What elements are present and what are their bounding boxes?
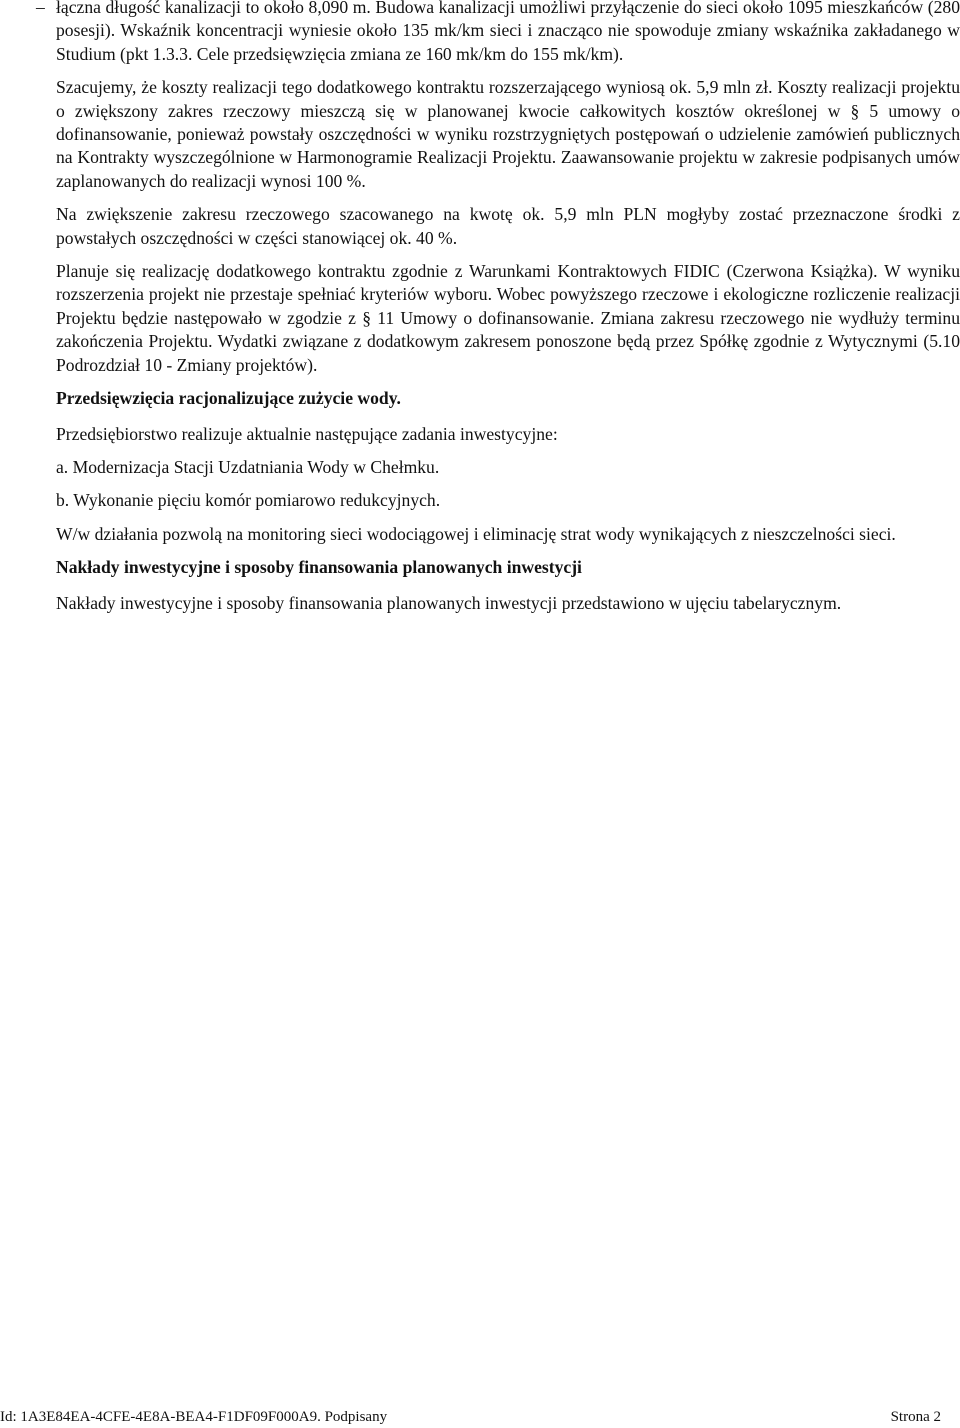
paragraph-zwiekszenie: Na zwiększenie zakresu rzeczowego szacowanego na kwotę ok. 5,9 mln PLN mogłyby zostać przeznaczone środki z powstałych oszczędności w części stanowiącej ok. 40 %. (56, 204, 960, 248)
page-footer (0, 1406, 960, 1428)
list-item-a: a. Modernizacja Stacji Uzdatniania Wody w Chełmku. (56, 456, 440, 477)
footer-id: Id: 1A3E84EA-4CFE-4E8A-BEA4-F1DF09F000A9. Podpisany (0, 1409, 388, 1425)
paragraph-fidic: Planuje się realizację dodatkowego kontraktu zgodnie z Warunkami Kontraktowych FIDIC (Czerwona Książka). W wyniku rozszerzenia projekt nie przestaje spełniać kryteriów wyboru. Wobec powyższego rzeczowe i ekologiczne rozliczenie realizacji Projektu będzie następowało w zgodzie z § 11 Umowy o dofinansowanie. Zmiana zakresu rzeczowego nie wydłuży terminu zakończenia Projektu. Wydatki związane z dodatkowym zakresem ponoszone będą przez Spółkę zgodnie z Wytycznymi (5.10 Podrozdział 10 - Zmiany projektów). (56, 261, 960, 375)
paragraph-zadania: Przedsiębiorstwo realizuje aktualnie następujące zadania inwestycyjne: (56, 423, 558, 444)
heading-naklady: Nakłady inwestycyjne i sposoby finansowania planowanych inwestycji (56, 557, 582, 578)
paragraph-kanalizacja (36, 0, 960, 66)
document-page (36, 0, 960, 625)
footer-page-number: Strona 2 (890, 1409, 941, 1425)
paragraph-kanalizacja-text: łączna długość kanalizacji to około 8,090 m. Budowa kanalizacji umożliwi przyłączenie do sieci około 1095 mieszkańców (280 posesji). Wskaźnik koncentracji wyniesie około 135 mk/km sieci i znacząco nie spowoduje zmiany wskaźnika zakładanego w Studium (pkt 1.3.3. Cele przedsięwzięcia zmiana ze 160 mk/km do 155 mk/km). (56, 0, 960, 64)
heading-racjonalizacja: Przedsięwzięcia racjonalizujące zużycie wody. (56, 388, 401, 409)
list-dash: – (36, 0, 45, 17)
paragraph-naklady: Nakłady inwestycyjne i sposoby finansowania planowanych inwestycji przedstawiono w ujęciu tabelarycznym. (56, 592, 842, 613)
list-item-b: b. Wykonanie pięciu komór pomiarowo redukcyjnych. (56, 490, 441, 511)
paragraph-monitoring: W/w działania pozwolą na monitoring sieci wodociągowej i eliminację strat wody wynikających z nieszczelności sieci. (56, 523, 896, 544)
paragraph-koszty: Szacujemy, że koszty realizacji tego dodatkowego kontraktu rozszerzającego wyniosą ok. 5,9 mln zł. Koszty realizacji projektu o zwiększony zakres rzeczowy mieszczą się w planowanej kwocie całkowitych kosztów określonej w § 5 umowy o dofinansowanie, ponieważ powstały oszczędności w wyniku rozstrzygniętych postępowań o udzielenie zamówień publicznych na Kontrakty wyszczególnione w Harmonogramie Realizacji Projektu. Zaawansowanie projektu w zakresie podpisanych umów zaplanowanych do realizacji wynosi 100 %. (56, 77, 960, 191)
